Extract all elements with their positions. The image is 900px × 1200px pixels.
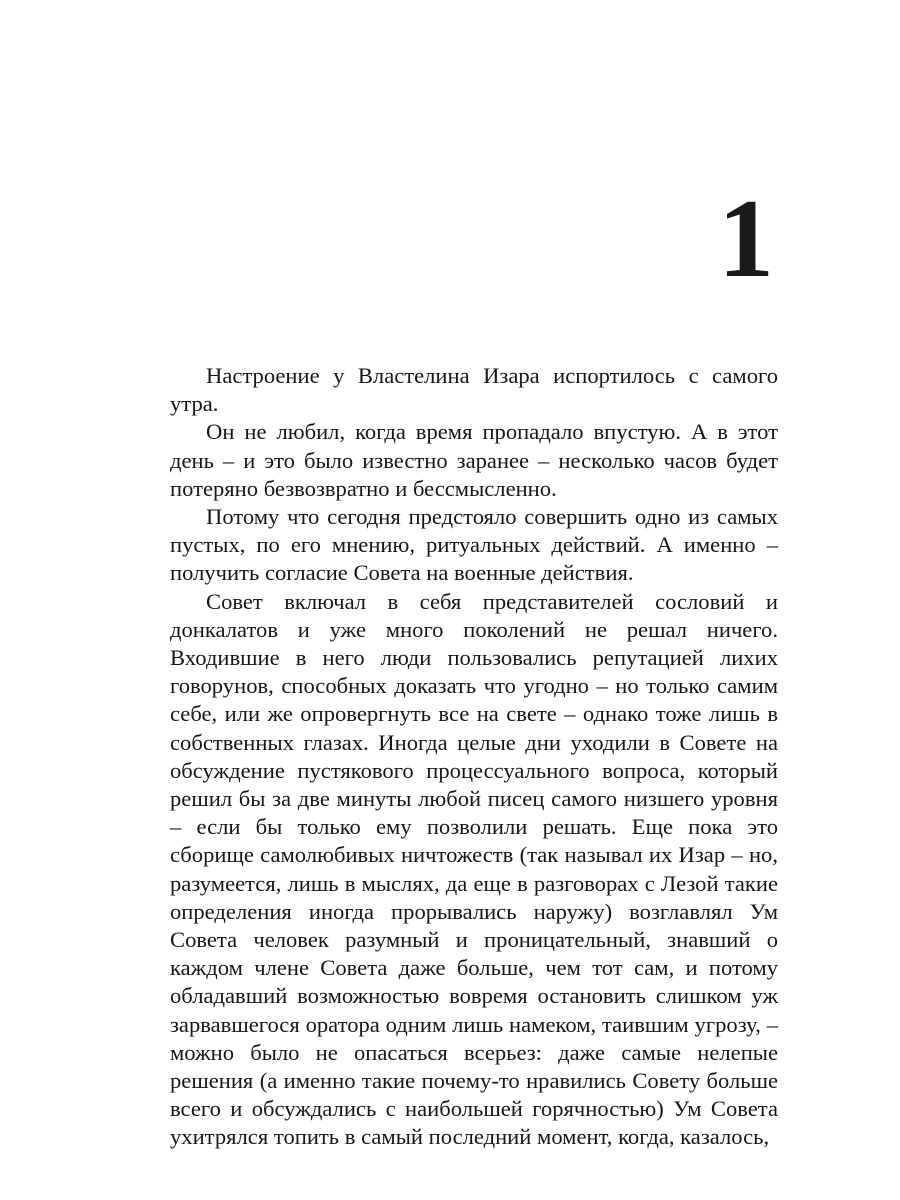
body-text-column bbox=[170, 362, 778, 1152]
chapter-heading bbox=[170, 177, 778, 301]
body-paragraph: Совет включал в себя представителей сословий и донкалатов и уже много поколений не решал ничего. Входившие в него люди пользовались репутацией лихих говорунов, способных доказать что угодно – но только самим себе, или же опровергнуть все на свете – однако тоже лишь в собственных глазах. Иногда целые дни уходили в Совете на обсуждение пустякового процессуального вопроса, который решил бы за две минуты любой писец самого низшего уровня – если бы только ему позволили решать. Еще пока это сборище самолюбивых ничтожеств (так называл их Изар – но, разумеется, лишь в мыслях, да еще в разговорах с Лезой такие определения иногда прорывались наружу) возглавлял Ум Совета человек разумный и проницательный, знавший о каждом члене Совета даже больше, чем тот сам, и потому обладавший возможностью вовремя остановить слишком уж зарвавшегося оратора одним лишь намеком, таившим угрозу, – можно было не опасаться всерьез: даже самые нелепые решения (а именно такие почему-то нравились Совету больше всего и обсуждались с наибольшей горячностью) Ум Совета ухитрялся топить в самый последний момент, когда, казалось, bbox=[170, 588, 778, 1150]
chapter-number: 1 bbox=[718, 177, 774, 301]
body-paragraph: Настроение у Властелина Изара испортилось с самого утра. bbox=[170, 363, 778, 417]
body-paragraph: Он не любил, когда время пропадало впустую. А в этот день – и это было известно заранее – несколько часов будет потеряно безвозвратно и бессмысленно. bbox=[170, 419, 778, 501]
body-paragraph: Потому что сегодня предстояло совершить одно из самых пустых, по его мнению, ритуальных действий. А именно – получить согласие Совета на военные действия. bbox=[170, 504, 778, 586]
